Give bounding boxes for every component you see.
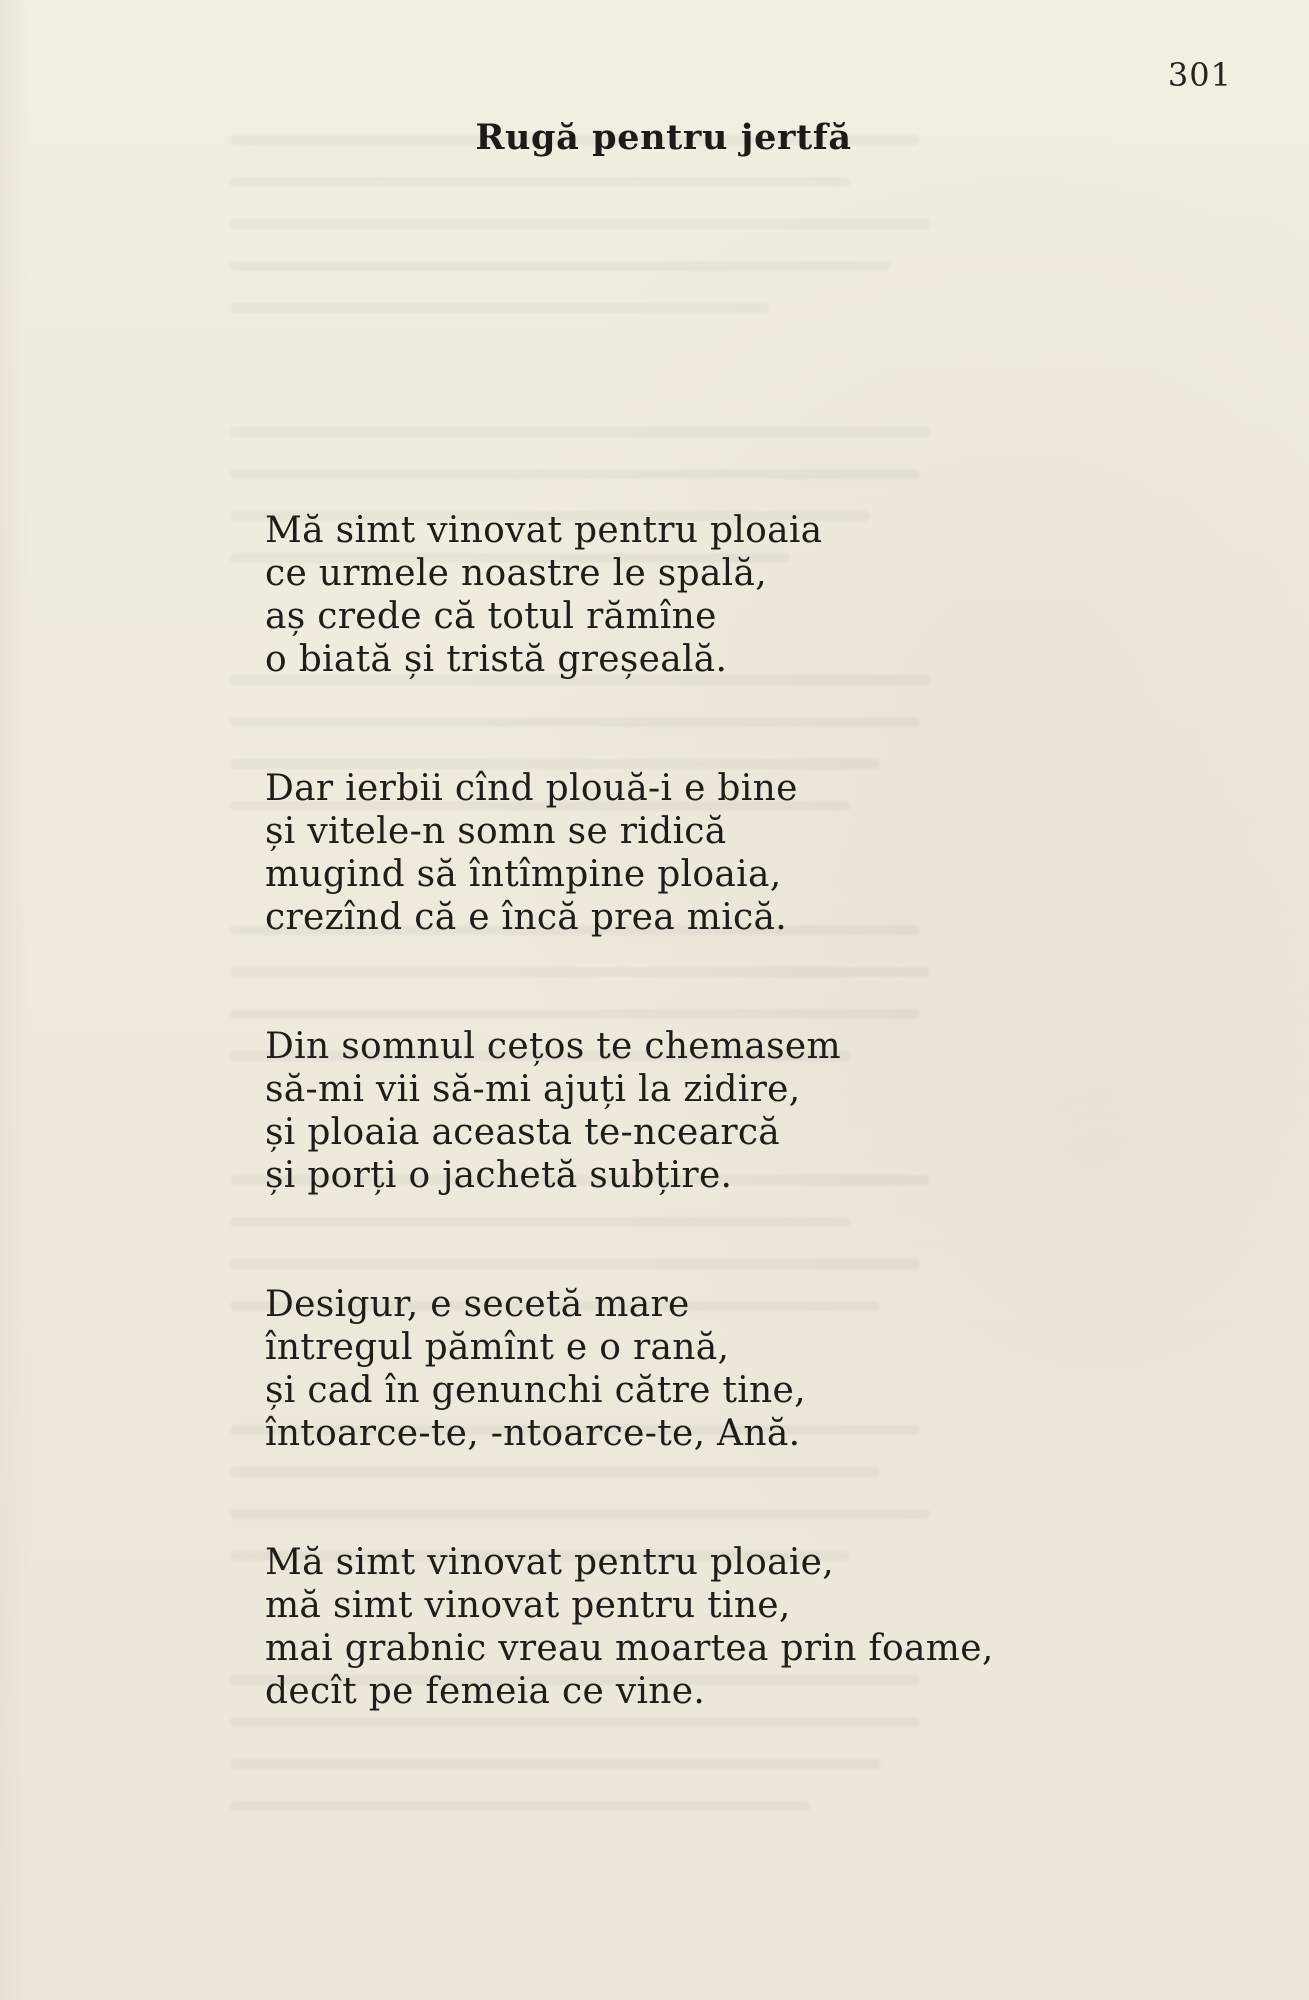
poem-line: întregul pămînt e o rană, [265,1327,730,1368]
poem-line: decît pe femeia ce vine. [265,1671,706,1712]
stanza-1 [265,509,1265,681]
poem-line: întoarce-te, -ntoarce-te, Ană. [265,1413,801,1454]
poem-line: și porți o jachetă subțire. [265,1155,733,1196]
stanza-5 [265,1541,1265,1713]
poem-line: mai grabnic vreau moartea prin foame, [265,1628,994,1669]
page-number: 301 [1167,56,1232,94]
poem-line: Dar ierbii cînd plouă-i e bine [265,768,798,809]
poem-line: Desigur, e secetă mare [265,1284,690,1325]
poem-line: și vitele-n somn se ridică [265,811,727,852]
stanza-3 [265,1025,1265,1197]
stanza-2 [265,767,1265,939]
poem-body [265,509,1265,1713]
poem-line: mă simt vinovat pentru tine, [265,1585,791,1626]
poem-line: o biată și tristă greșeală. [265,639,728,680]
stanza-4 [265,1283,1265,1455]
poem-line: Mă simt vinovat pentru ploaia [265,510,823,551]
poem-line: ce urmele noastre le spală, [265,553,767,594]
poem-line: Mă simt vinovat pentru ploaie, [265,1542,835,1583]
poem-title: Rugă pentru jertfă [475,117,852,158]
poem-line: aș crede că totul rămîne [265,596,717,637]
poem-line: Din somnul cețos te chemasem [265,1026,841,1067]
poem-line: crezînd că e încă prea mică. [265,897,787,938]
poem-line: și cad în genunchi către tine, [265,1370,806,1411]
poem-line: să-mi vii să-mi ajuți la zidire, [265,1069,801,1110]
poem-line: mugind să întîmpine ploaia, [265,854,782,895]
poem-line: și ploaia aceasta te-ncearcă [265,1112,781,1153]
